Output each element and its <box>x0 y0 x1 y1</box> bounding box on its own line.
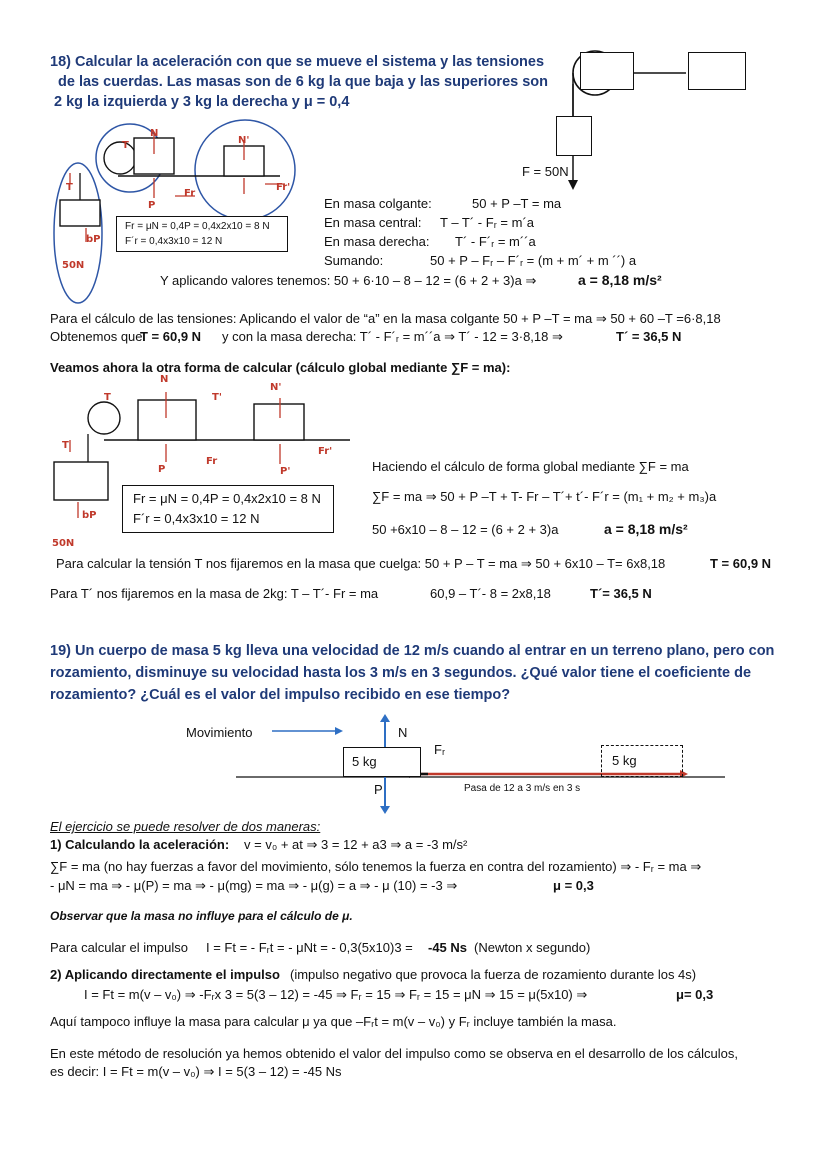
mass-box-hanging <box>556 116 592 156</box>
p19-P-label: P <box>374 782 383 797</box>
p19-m2-result: μ= 0,3 <box>676 987 714 1002</box>
fbd1-bP: bP <box>86 234 101 245</box>
p19-m2-rest: (impulso negativo que provoca la fuerza de rozamiento durante los 4s) <box>290 967 697 982</box>
eq-c2-label: En masa central: <box>324 215 422 230</box>
fbd1-T: T <box>122 140 129 151</box>
mass-box-left <box>580 52 634 90</box>
tens-line2-c: y con la masa derecha: T´ - F´ᵣ = m´´a ⇒ T´ - 12 = 3·8,18 ⇒ <box>222 329 563 344</box>
fbd1-fr-line2: F´r = 0,4x3x10 = 12 N <box>125 236 223 247</box>
eq-apply-result: a = 8,18 m/s² <box>578 272 662 288</box>
fbd2-friction-box <box>122 485 334 533</box>
tens-line1: Para el cálculo de las tensiones: Aplicando el valor de “a” en la masa colgante 50 + P –T = ma ⇒ 50 + 60 –T =6·8,18 <box>50 311 721 326</box>
eq-c3-expr: T´ - F´ᵣ = m´´a <box>455 234 536 249</box>
tension-T-result: T = 60,9 N <box>710 556 772 571</box>
fbd2-T: T <box>104 392 111 403</box>
p18-title-line3: 2 kg la izquierda y 3 kg la derecha y μ = 0,4 <box>54 94 350 110</box>
fbd2-bP: bP <box>82 510 97 521</box>
p19-title-line3: rozamiento? ¿Cuál es el valor del impulso recibido en ese tiempo? <box>50 687 511 703</box>
fbd2-P: P <box>158 464 166 475</box>
eq-c4-expr: 50 + P – Fᵣ – F´ᵣ = (m + m´ + m ´´) a <box>430 253 637 268</box>
p19-m2-note: Aquí tampoco influye la masa para calcular μ ya que –Fᵣt = m(v – v₀) y Fᵣ incluye también la masa. <box>50 1014 617 1029</box>
force-label: F = 50N <box>522 164 569 179</box>
eq-apply: Y aplicando valores tenemos: 50 + 6·10 – 8 – 12 = (6 + 2 + 3)a ⇒ <box>160 273 537 288</box>
p19-intro: El ejercicio se puede resolver de dos maneras: <box>50 819 321 834</box>
fbd1-fr-line1: Fr = μN = 0,4P = 0,4x2x10 = 8 N <box>125 221 270 232</box>
p19-impulse-c: -45 Ns <box>428 940 468 955</box>
p19-m2-title: 2) Aplicando directamente el impulso <box>50 967 280 982</box>
fbd1-N: N <box>150 128 159 139</box>
eq-c1-label: En masa colgante: <box>324 196 432 211</box>
fbd1-Fr2: Fr' <box>276 182 291 193</box>
p19-mass1-label: 5 kg <box>352 754 377 769</box>
p19-mass2-label: 5 kg <box>612 753 637 768</box>
global-line3: 50 +6x10 – 8 – 12 = (6 + 2 + 3)a <box>372 522 559 537</box>
p19-m1-line3: - μN = ma ⇒ - μ(P) = ma ⇒ - μ(mg) = ma ⇒ - μ(g) = a ⇒ - μ (10) = -3 ⇒ <box>50 878 458 893</box>
p19-impulse-d: (Newton x segundo) <box>474 940 591 955</box>
fbd1-Fr: Fr <box>184 188 196 199</box>
p19-impulse-a: Para calcular el impulso <box>50 940 189 955</box>
tension-T2-mid: 60,9 – T´- 8 = 2x8,18 <box>430 586 551 601</box>
p19-N-label: N <box>398 725 408 740</box>
tension-T2-result: T´= 36,5 N <box>590 586 652 601</box>
p18-title-line2: de las cuerdas. Las masas son de 6 kg la que baja y las superiores son <box>58 74 548 90</box>
fbd2-Fr: Fr <box>206 456 218 467</box>
fbd1-T-left: T <box>66 182 73 193</box>
p19-impulse-b: I = Ft = - Fᵣt = - μNt = - 0,3(5x10)3 = <box>206 940 413 955</box>
tens-line2-a: Obtenemos que <box>50 329 143 344</box>
tension-T2: Para T´ nos fijaremos en la masa de 2kg: T – T´- Fr = ma <box>50 586 379 601</box>
fbd2-fr-line1: Fr = μN = 0,4P = 0,4x2x10 = 8 N <box>133 491 321 506</box>
global-line2: ∑F = ma ⇒ 50 + P –T + T- Fr – T´+ t´- F´r = (m₁ + m₂ + m₃)a <box>372 489 717 504</box>
p19-mass-box <box>343 747 421 777</box>
p19-m1-line2: ∑F = ma (no hay fuerzas a favor del movimiento, sólo tenemos la fuerza en contra del rozamiento) ⇒ - Fᵣ = ma ⇒ <box>50 859 702 874</box>
p19-movimiento-label: Movimiento <box>186 725 253 740</box>
p19-title-line2: rozamiento, disminuye su velocidad hasta los 3 m/s en 3 segundos. ¿Qué valor tiene el coeficiente de <box>50 665 752 681</box>
eq-c4-label: Sumando: <box>324 253 384 268</box>
mass-box-right <box>688 52 746 90</box>
fbd2-N: N <box>160 374 169 385</box>
p19-m2-expr: I = Ft = m(v – v₀) ⇒ -Fᵣx 3 = 5(3 – 12) = -45 ⇒ Fᵣ = 15 ⇒ Fᵣ = 15 = μN ⇒ 15 = μ(5x10) ⇒ <box>84 987 588 1002</box>
fbd1-N2: N' <box>238 135 250 146</box>
fbd1-friction-box <box>116 216 288 252</box>
fbd1-svg <box>50 118 310 298</box>
fbd1-50N: 50N <box>62 260 85 271</box>
eq-c2-expr: T – T´ - Fᵣ = m´a <box>440 215 535 230</box>
fbd2-T-left: T <box>62 440 69 451</box>
p19-final-line2: es decir: I = Ft = m(v – v₀) ⇒ I = 5(3 – 12) = -45 Ns <box>50 1064 342 1079</box>
fbd2-N2: N' <box>270 382 282 393</box>
p19-m1-line3-result: μ = 0,3 <box>553 878 594 893</box>
p18-title-line1: 18) Calcular la aceleración con que se mueve el sistema y las tensiones <box>50 54 545 70</box>
tens-line2-d: T´ = 36,5 N <box>616 329 682 344</box>
p19-m1-expr: v = v₀ + at ⇒ 3 = 12 + a3 ⇒ a = -3 m/s² <box>244 837 468 852</box>
p19-Fr-label: Fᵣ <box>434 742 446 757</box>
p19-title-line1: 19) Un cuerpo de masa 5 kg lleva una velocidad de 12 m/s cuando al entrar en un terreno plano, pero con <box>50 643 775 659</box>
tension-T: Para calcular la tensión T nos fijaremos en la masa que cuelga: 50 + P – T = ma ⇒ 50 + 6x10 – T= 6x8,18 <box>56 556 666 571</box>
global-title: Veamos ahora la otra forma de calcular (cálculo global mediante ∑F = ma): <box>50 360 511 375</box>
p19-m1-title: 1) Calculando la aceleración: <box>50 837 230 852</box>
p19-mass-box-final <box>601 745 683 777</box>
global-line1: Haciendo el cálculo de forma global mediante ∑F = ma <box>372 459 689 474</box>
p19-pasa-label: Pasa de 12 a 3 m/s en 3 s <box>464 783 581 794</box>
fbd2-fr-line2: F´r = 0,4x3x10 = 12 N <box>133 511 260 526</box>
global-line3-result: a = 8,18 m/s² <box>604 521 688 537</box>
fbd2-P2: P' <box>280 466 291 477</box>
fbd2-T2: T' <box>212 392 222 403</box>
fbd2-50N: 50N <box>52 538 75 549</box>
p19-final-line1: En este método de resolución ya hemos obtenido el valor del impulso como se observa en el desarrollo de los cálculos, <box>50 1046 738 1061</box>
eq-c1-expr: 50 + P –T = ma <box>472 196 562 211</box>
fbd1-P: P <box>148 200 156 211</box>
eq-c3-label: En masa derecha: <box>324 234 430 249</box>
tens-line2-b: T = 60,9 N <box>140 329 202 344</box>
fbd2-Fr2: Fr' <box>318 446 333 457</box>
p19-note: Observar que la masa no influye para el cálculo de μ. <box>50 909 353 923</box>
